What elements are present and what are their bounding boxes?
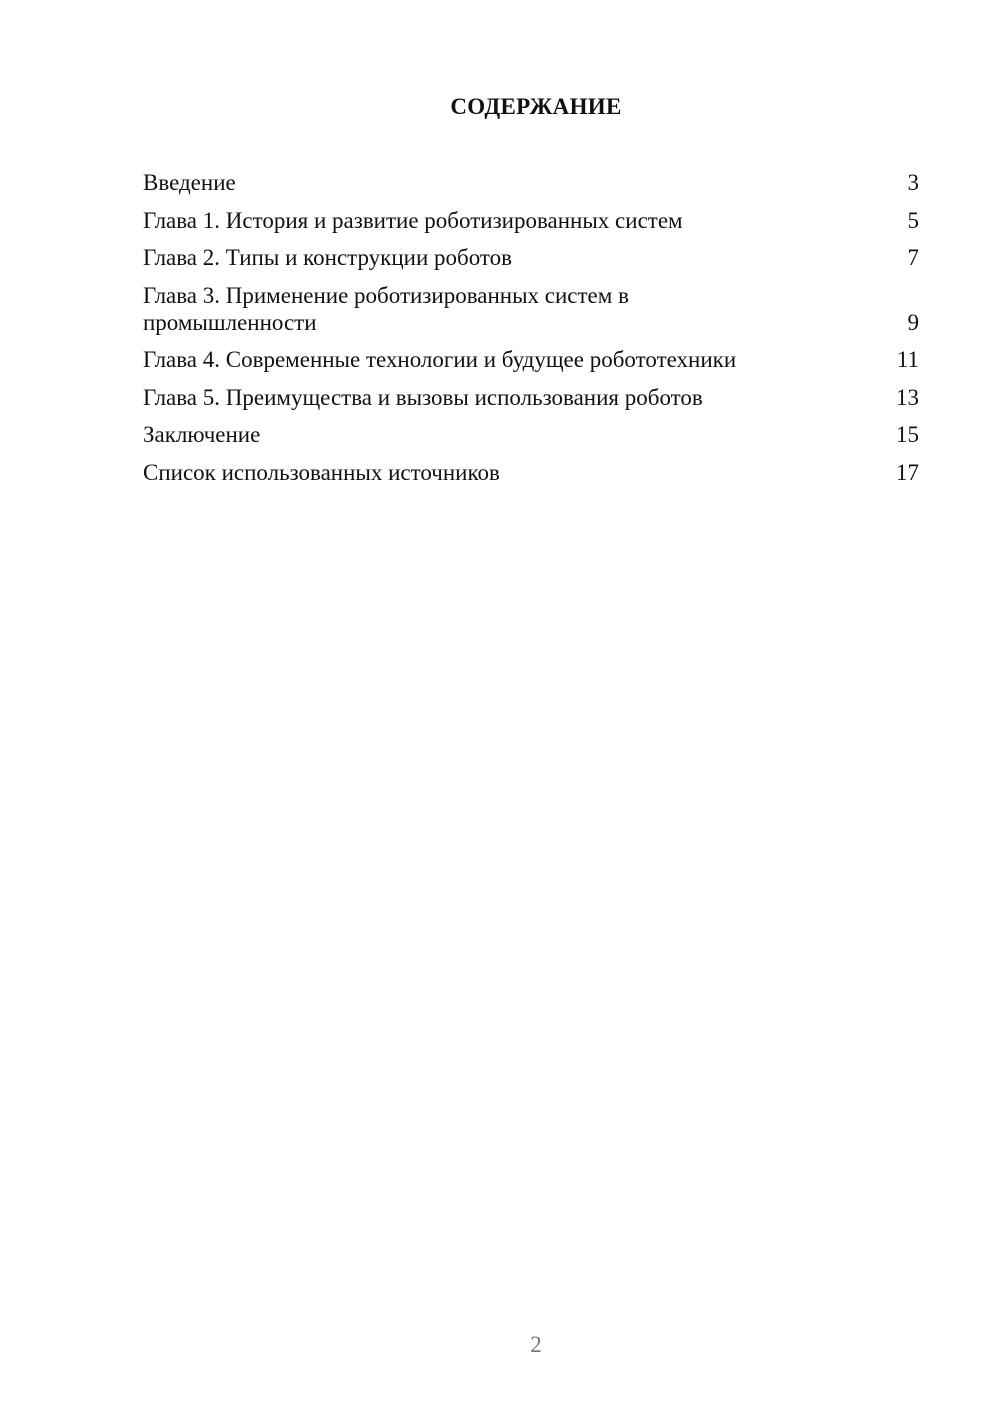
toc-entry-text: Глава 5. Преимущества и вызовы использования роботов — [143, 384, 703, 410]
toc-entry-page: 11 — [896, 347, 919, 372]
table-of-contents — [143, 169, 919, 496]
toc-entry-chapter-2 — [143, 244, 919, 271]
toc-entry-text: Глава 4. Современные технологии и будущее робототехники — [143, 347, 737, 372]
page-title: СОДЕРЖАНИЕ — [450, 94, 622, 119]
toc-entry-page: 3 — [907, 170, 919, 195]
toc-entry-text: Глава 2. Типы и конструкции роботов — [143, 245, 513, 270]
toc-entry-page: 15 — [896, 422, 919, 447]
toc-entry-page: 17 — [896, 459, 919, 485]
toc-entry-introduction — [143, 169, 919, 196]
toc-entry-page: 9 — [907, 309, 919, 335]
toc-entry-text: Заключение — [143, 422, 261, 447]
toc-entry-references — [143, 459, 919, 486]
toc-entry-page: 7 — [907, 245, 919, 270]
toc-entry-text: Список использованных источников — [143, 459, 500, 485]
toc-entry-page: 13 — [896, 384, 919, 410]
toc-entry-chapter-3 — [143, 282, 919, 336]
toc-entry-text: Введение — [143, 170, 236, 195]
toc-entry-conclusion — [143, 421, 919, 448]
toc-entry-chapter-5 — [143, 384, 919, 411]
toc-entry-page: 5 — [907, 207, 919, 233]
toc-entry-chapter-4 — [143, 346, 919, 373]
toc-entry-chapter-1 — [143, 207, 919, 234]
toc-entry-text: Глава 1. История и развитие роботизированных систем — [143, 207, 683, 233]
page-number: 2 — [530, 1332, 542, 1357]
toc-entry-text: Глава 3. Применение роботизированных систем в промышленности — [143, 282, 629, 335]
